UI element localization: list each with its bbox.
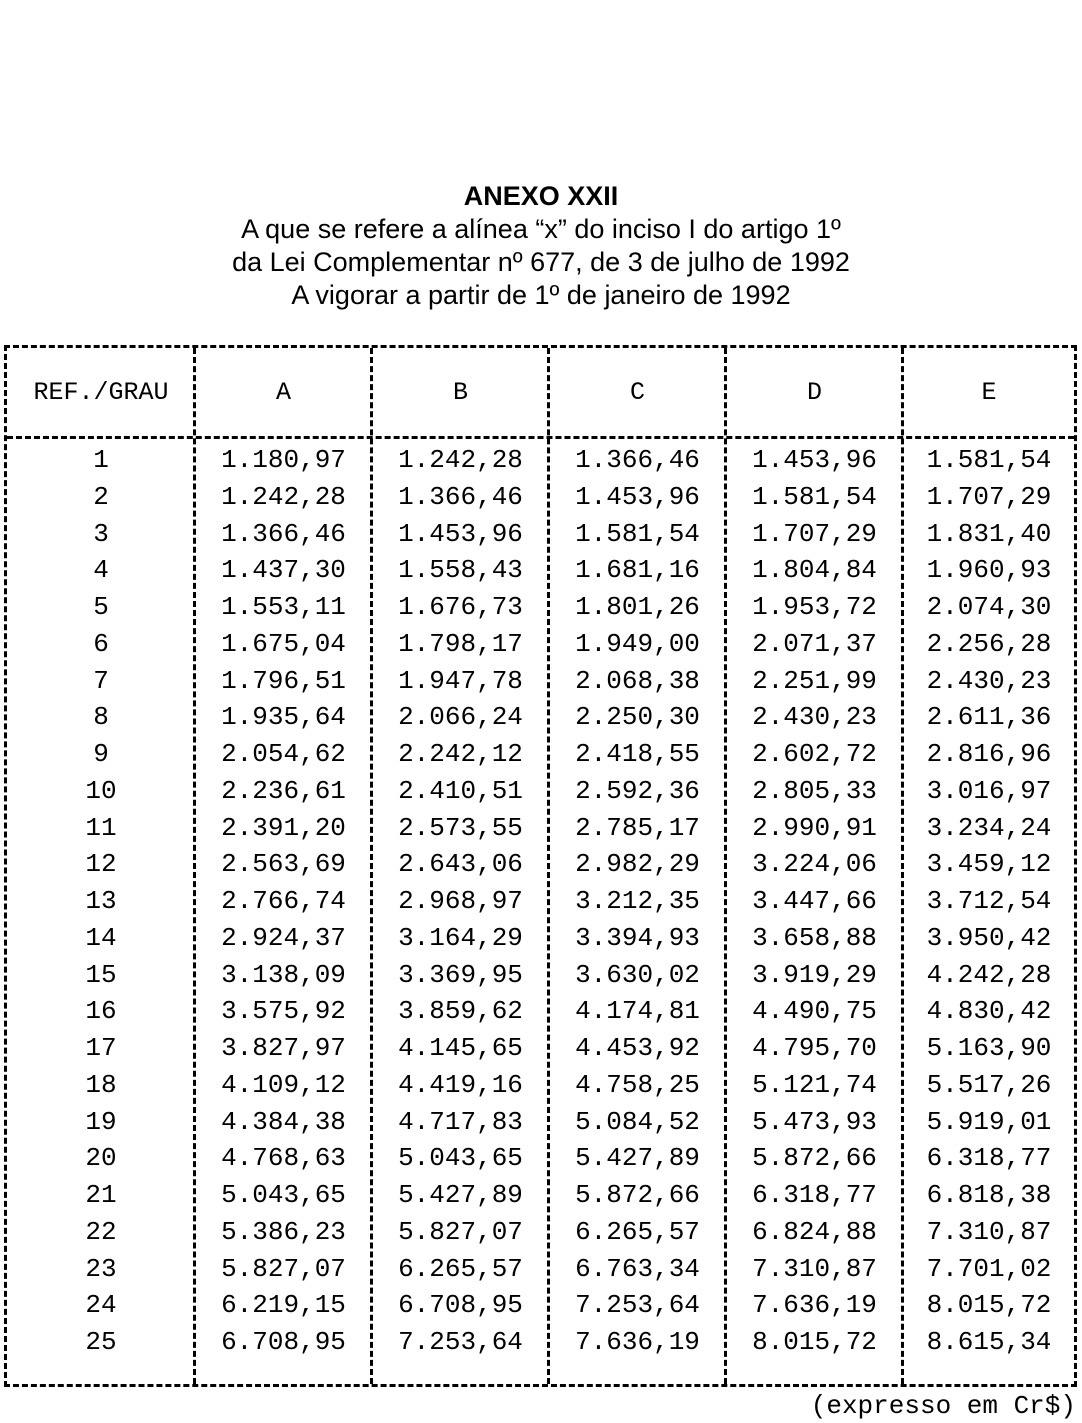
header-line-2: da Lei Complementar nº 677, de 3 de julho de 1992	[232, 247, 850, 277]
value-cell: 4.795,70	[752, 1033, 877, 1063]
ref-grau-cell: 25	[85, 1327, 117, 1357]
table-row	[7, 1324, 1074, 1361]
annex-title: ANEXO XXII	[463, 181, 619, 211]
ref-grau-cell: 7	[93, 665, 109, 696]
value-cell: 2.982,29	[575, 849, 700, 880]
value-cell: 2.990,91	[752, 812, 877, 843]
ref-grau-cell: 19	[85, 1106, 117, 1137]
value-cell: 5.121,74	[752, 1069, 877, 1100]
table-row	[7, 626, 1074, 663]
header-line-3: A vigorar a partir de 1º de janeiro de 1992	[291, 280, 791, 310]
table-row	[7, 552, 1074, 589]
ref-grau-cell: 11	[85, 812, 117, 843]
value-cell: 2.430,23	[752, 702, 877, 733]
ref-grau-cell: 24	[85, 1290, 117, 1321]
value-cell: 1.453,96	[575, 481, 700, 512]
value-cell: 5.427,89	[575, 1143, 700, 1174]
value-cell: 1.437,30	[221, 555, 346, 586]
table-row	[7, 1067, 1074, 1104]
value-cell: 1.366,46	[575, 445, 700, 475]
ref-grau-cell: 4	[93, 555, 109, 586]
value-cell: 7.701,02	[926, 1253, 1052, 1284]
value-cell: 6.824,88	[752, 1216, 877, 1247]
value-cell: 1.581,54	[752, 481, 877, 512]
value-cell: 4.830,42	[926, 996, 1052, 1027]
table-row	[7, 1177, 1074, 1214]
table-row	[7, 846, 1074, 883]
value-cell: 7.310,87	[926, 1216, 1052, 1247]
table-row	[7, 773, 1074, 810]
value-cell: 1.801,26	[575, 592, 700, 622]
value-cell: 2.592,36	[575, 775, 700, 806]
table-row	[7, 1214, 1074, 1251]
value-cell: 2.968,97	[398, 886, 523, 916]
value-cell: 2.250,30	[575, 702, 700, 733]
ref-grau-cell: 10	[85, 775, 117, 806]
table-row	[7, 1030, 1074, 1067]
value-cell: 3.859,62	[398, 996, 523, 1027]
value-cell: 1.453,96	[752, 445, 877, 475]
value-cell: 1.707,29	[926, 481, 1052, 512]
value-cell: 7.636,19	[575, 1327, 700, 1357]
value-cell: 5.386,23	[221, 1216, 346, 1247]
column-header-ref-grau: REF./GRAU	[33, 378, 169, 407]
ref-grau-cell: 5	[93, 592, 109, 622]
ref-grau-cell: 16	[85, 996, 117, 1027]
value-cell: 6.818,38	[926, 1180, 1052, 1210]
table-row	[7, 1104, 1074, 1141]
value-cell: 2.242,12	[398, 739, 523, 769]
table-row	[7, 957, 1074, 994]
document-header	[0, 180, 1082, 312]
value-cell: 3.459,12	[926, 849, 1052, 880]
value-cell: 7.253,64	[575, 1290, 700, 1321]
value-cell: 3.212,35	[575, 886, 700, 916]
value-cell: 5.872,66	[752, 1143, 877, 1174]
value-cell: 1.366,46	[221, 518, 346, 549]
value-cell: 4.384,38	[221, 1106, 346, 1137]
value-cell: 2.251,99	[752, 665, 877, 696]
ref-grau-cell: 8	[93, 702, 109, 733]
value-cell: 1.581,54	[926, 445, 1052, 475]
value-cell: 1.960,93	[926, 555, 1052, 586]
value-cell: 3.394,93	[575, 922, 700, 953]
ref-grau-cell: 1	[93, 445, 109, 475]
value-cell: 2.071,37	[752, 628, 877, 659]
value-cell: 3.919,29	[752, 959, 877, 990]
currency-note: (expresso em Cr$)	[810, 1391, 1076, 1421]
table-row	[7, 810, 1074, 847]
value-cell: 2.785,17	[575, 812, 700, 843]
ref-grau-cell: 14	[85, 922, 117, 953]
value-cell: 1.676,73	[398, 592, 523, 622]
value-cell: 3.658,88	[752, 922, 877, 953]
value-cell: 1.681,16	[575, 555, 700, 586]
value-cell: 6.708,95	[221, 1327, 346, 1357]
salary-table	[4, 345, 1077, 1387]
value-cell: 7.636,19	[752, 1290, 877, 1321]
value-cell: 5.827,07	[398, 1216, 523, 1247]
value-cell: 3.712,54	[926, 886, 1052, 916]
value-cell: 5.517,26	[926, 1069, 1052, 1100]
value-cell: 3.827,97	[221, 1033, 346, 1063]
value-cell: 4.145,65	[398, 1033, 523, 1063]
table-row	[7, 1287, 1074, 1324]
table-row	[7, 883, 1074, 920]
table-row	[7, 699, 1074, 736]
value-cell: 4.242,28	[926, 959, 1052, 990]
value-cell: 1.831,40	[926, 518, 1052, 549]
table-row	[7, 736, 1074, 773]
value-cell: 5.427,89	[398, 1180, 523, 1210]
table-header-row	[7, 374, 1074, 411]
value-cell: 6.219,15	[221, 1290, 346, 1321]
value-cell: 6.708,95	[398, 1290, 523, 1321]
ref-grau-cell: 3	[93, 518, 109, 549]
value-cell: 2.418,55	[575, 739, 700, 769]
value-cell: 1.935,64	[221, 702, 346, 733]
column-header-e: E	[981, 378, 997, 407]
value-cell: 3.950,42	[926, 922, 1052, 953]
value-cell: 2.074,30	[926, 592, 1052, 622]
value-cell: 5.473,93	[752, 1106, 877, 1137]
value-cell: 4.453,92	[575, 1033, 700, 1063]
table-row	[7, 589, 1074, 626]
value-cell: 5.163,90	[926, 1033, 1052, 1063]
ref-grau-cell: 12	[85, 849, 117, 880]
value-cell: 5.919,01	[926, 1106, 1052, 1137]
value-cell: 2.391,20	[221, 812, 346, 843]
ref-grau-cell: 23	[85, 1253, 117, 1284]
value-cell: 2.611,36	[926, 702, 1052, 733]
value-cell: 1.553,11	[221, 592, 346, 622]
value-cell: 2.924,37	[221, 922, 346, 953]
value-cell: 3.447,66	[752, 886, 877, 916]
value-cell: 1.707,29	[752, 518, 877, 549]
value-cell: 4.768,63	[221, 1143, 346, 1174]
value-cell: 1.675,04	[221, 628, 346, 659]
value-cell: 1.180,97	[221, 445, 346, 475]
value-cell: 2.066,24	[398, 702, 523, 733]
value-cell: 5.084,52	[575, 1106, 700, 1137]
ref-grau-cell: 17	[85, 1033, 117, 1063]
value-cell: 2.766,74	[221, 886, 346, 916]
value-cell: 1.242,28	[398, 445, 523, 475]
ref-grau-cell: 9	[93, 739, 109, 769]
value-cell: 6.265,57	[398, 1253, 523, 1284]
value-cell: 2.573,55	[398, 812, 523, 843]
value-cell: 1.558,43	[398, 555, 523, 586]
value-cell: 2.430,23	[926, 665, 1052, 696]
value-cell: 3.224,06	[752, 849, 877, 880]
value-cell: 1.798,17	[398, 628, 523, 659]
value-cell: 5.827,07	[221, 1253, 346, 1284]
ref-grau-cell: 6	[93, 628, 109, 659]
value-cell: 2.236,61	[221, 775, 346, 806]
value-cell: 2.805,33	[752, 775, 877, 806]
value-cell: 1.366,46	[398, 481, 523, 512]
value-cell: 1.949,00	[575, 628, 700, 659]
table-row	[7, 442, 1074, 479]
value-cell: 3.164,29	[398, 922, 523, 953]
value-cell: 2.410,51	[398, 775, 523, 806]
value-cell: 1.947,78	[398, 665, 523, 696]
table-row	[7, 1251, 1074, 1288]
value-cell: 3.575,92	[221, 996, 346, 1027]
value-cell: 8.015,72	[926, 1290, 1052, 1321]
header-line-1: A que se refere a alínea “x” do inciso I do artigo 1º	[241, 214, 841, 244]
ref-grau-cell: 2	[93, 481, 109, 512]
value-cell: 4.717,83	[398, 1106, 523, 1137]
ref-grau-cell: 20	[85, 1143, 117, 1174]
value-cell: 3.138,09	[221, 959, 346, 990]
value-cell: 8.015,72	[752, 1327, 877, 1357]
value-cell: 8.615,34	[926, 1327, 1052, 1357]
value-cell: 1.581,54	[575, 518, 700, 549]
value-cell: 5.872,66	[575, 1180, 700, 1210]
ref-grau-cell: 18	[85, 1069, 117, 1100]
value-cell: 4.174,81	[575, 996, 700, 1027]
value-cell: 3.234,24	[926, 812, 1052, 843]
table-row	[7, 516, 1074, 553]
table-row	[7, 920, 1074, 957]
value-cell: 1.804,84	[752, 555, 877, 586]
value-cell: 3.369,95	[398, 959, 523, 990]
ref-grau-cell: 21	[85, 1180, 117, 1210]
value-cell: 2.068,38	[575, 665, 700, 696]
table-row	[7, 663, 1074, 700]
value-cell: 6.318,77	[752, 1180, 877, 1210]
table-row	[7, 479, 1074, 516]
value-cell: 5.043,65	[398, 1143, 523, 1174]
value-cell: 6.763,34	[575, 1253, 700, 1284]
value-cell: 4.419,16	[398, 1069, 523, 1100]
value-cell: 2.563,69	[221, 849, 346, 880]
value-cell: 1.796,51	[221, 665, 346, 696]
ref-grau-cell: 22	[85, 1216, 117, 1247]
value-cell: 4.490,75	[752, 996, 877, 1027]
value-cell: 2.816,96	[926, 739, 1052, 769]
value-cell: 3.630,02	[575, 959, 700, 990]
column-header-d: D	[806, 378, 822, 407]
value-cell: 2.256,28	[926, 628, 1052, 659]
table-row	[7, 993, 1074, 1030]
value-cell: 4.758,25	[575, 1069, 700, 1100]
value-cell: 1.242,28	[221, 481, 346, 512]
ref-grau-cell: 13	[85, 886, 117, 916]
value-cell: 2.643,06	[398, 849, 523, 880]
value-cell: 4.109,12	[221, 1069, 346, 1100]
column-header-b: B	[452, 378, 468, 407]
ref-grau-cell: 15	[85, 959, 117, 990]
value-cell: 2.602,72	[752, 739, 877, 769]
value-cell: 6.318,77	[926, 1143, 1052, 1174]
column-header-c: C	[629, 378, 645, 407]
value-cell: 7.310,87	[752, 1253, 877, 1284]
value-cell: 2.054,62	[221, 739, 346, 769]
value-cell: 6.265,57	[575, 1216, 700, 1247]
value-cell: 7.253,64	[398, 1327, 523, 1357]
value-cell: 1.953,72	[752, 592, 877, 622]
value-cell: 3.016,97	[926, 775, 1052, 806]
value-cell: 5.043,65	[221, 1180, 346, 1210]
column-header-a: A	[275, 378, 291, 407]
table-row	[7, 1140, 1074, 1177]
value-cell: 1.453,96	[398, 518, 523, 549]
header-separator	[7, 436, 1074, 439]
